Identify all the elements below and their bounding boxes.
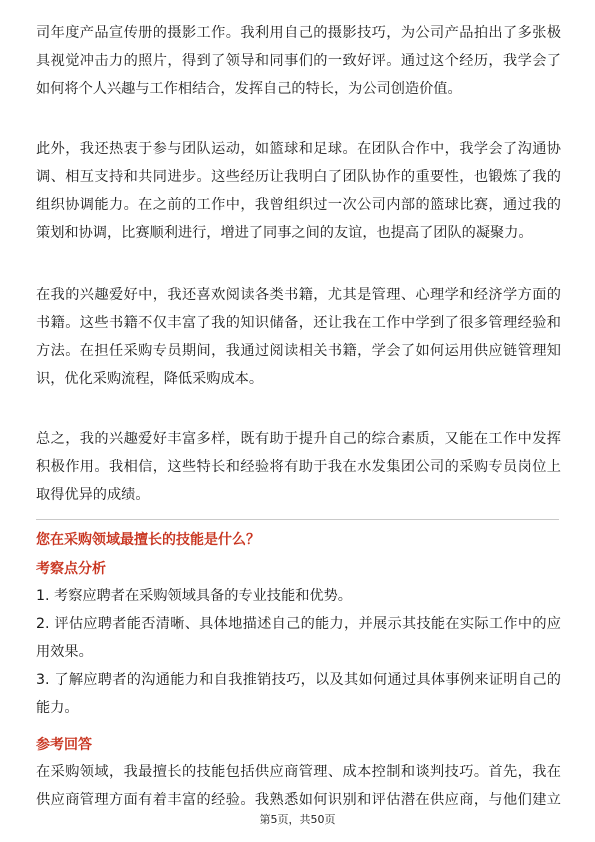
paragraph-line: 供应商管理方面有着丰富的经验。我熟悉如何识别和评估潜在供应商，与他们建立 [36, 792, 561, 808]
paragraph-line: 取得优异的成绩。 [36, 487, 150, 503]
conclusion-paragraph [36, 425, 561, 509]
team-sports-paragraph [36, 135, 561, 247]
intro-continuation-paragraph [36, 19, 561, 103]
paragraph-line: 策划和协调，比赛顺利进行，增进了同事之间的友谊，也提高了团队的凝聚力。 [36, 225, 533, 241]
paragraph-line: 如何将个人兴趣与工作相结合，发挥自己的特长，为公司创造价值。 [36, 81, 462, 97]
analysis-item-line: 2. 评估应聘者能否清晰、具体地描述自己的能力，并展示其技能在实际工作中的应 [36, 616, 561, 632]
paragraph-line: 积极作用。我相信，这些特长和经验将有助于我在水发集团公司的采购专员岗位上 [36, 459, 561, 475]
paragraph-line: 此外，我还热衷于参与团队运动，如篮球和足球。在团队合作中，我学会了沟通协 [36, 141, 561, 157]
answer-heading: 参考回答 [36, 737, 92, 753]
paragraph-line: 总之，我的兴趣爱好丰富多样，既有助于提升自己的综合素质，又能在工作中发挥 [36, 431, 561, 447]
paragraph-line: 具视觉冲击力的照片，得到了领导和同事们的一致好评。通过这个经历，我学会了 [36, 53, 561, 69]
analysis-item-line: 3. 了解应聘者的沟通能力和自我推销技巧，以及其如何通过具体事例来证明自己的 [36, 672, 561, 688]
analysis-item [36, 582, 561, 610]
paragraph-line: 调、相互支持和共同进步。这些经历让我明白了团队协作的重要性，也锻炼了我的 [36, 169, 561, 185]
page-footer: 第5页，共50页 [259, 813, 336, 826]
reading-paragraph [36, 281, 561, 393]
paragraph-line: 书籍。这些书籍不仅丰富了我的知识储备，还让我在工作中学到了很多管理经验和 [36, 315, 561, 331]
answer-paragraph [36, 758, 561, 814]
paragraph-line: 在采购领域，我最擅长的技能包括供应商管理、成本控制和谈判技巧。首先，我在 [36, 764, 561, 780]
paragraph-line: 组织协调能力。在之前的工作中，我曾组织过一次公司内部的篮球比赛，通过我的 [36, 197, 561, 213]
paragraph-line: 方法。在担任采购专员期间，我通过阅读相关书籍，学会了如何运用供应链管理知 [36, 343, 561, 359]
analysis-item [36, 610, 561, 666]
interview-question: 您在采购领域最擅长的技能是什么？ [36, 532, 260, 548]
analysis-item-line: 1. 考察应聘者在采购领域具备的专业技能和优势。 [36, 588, 352, 604]
analysis-item [36, 666, 561, 722]
paragraph-line: 在我的兴趣爱好中，我还喜欢阅读各类书籍，尤其是管理、心理学和经济学方面的 [36, 287, 561, 303]
paragraph-line: 司年度产品宣传册的摄影工作。我利用自己的摄影技巧，为公司产品拍出了多张极 [36, 25, 561, 41]
analysis-item-line: 用效果。 [36, 644, 93, 660]
paragraph-line: 识，优化采购流程，降低采购成本。 [36, 371, 264, 387]
section-divider [36, 519, 559, 520]
analysis-list [36, 582, 561, 722]
analysis-item-line: 能力。 [36, 700, 79, 716]
analysis-heading: 考察点分析 [36, 561, 106, 577]
